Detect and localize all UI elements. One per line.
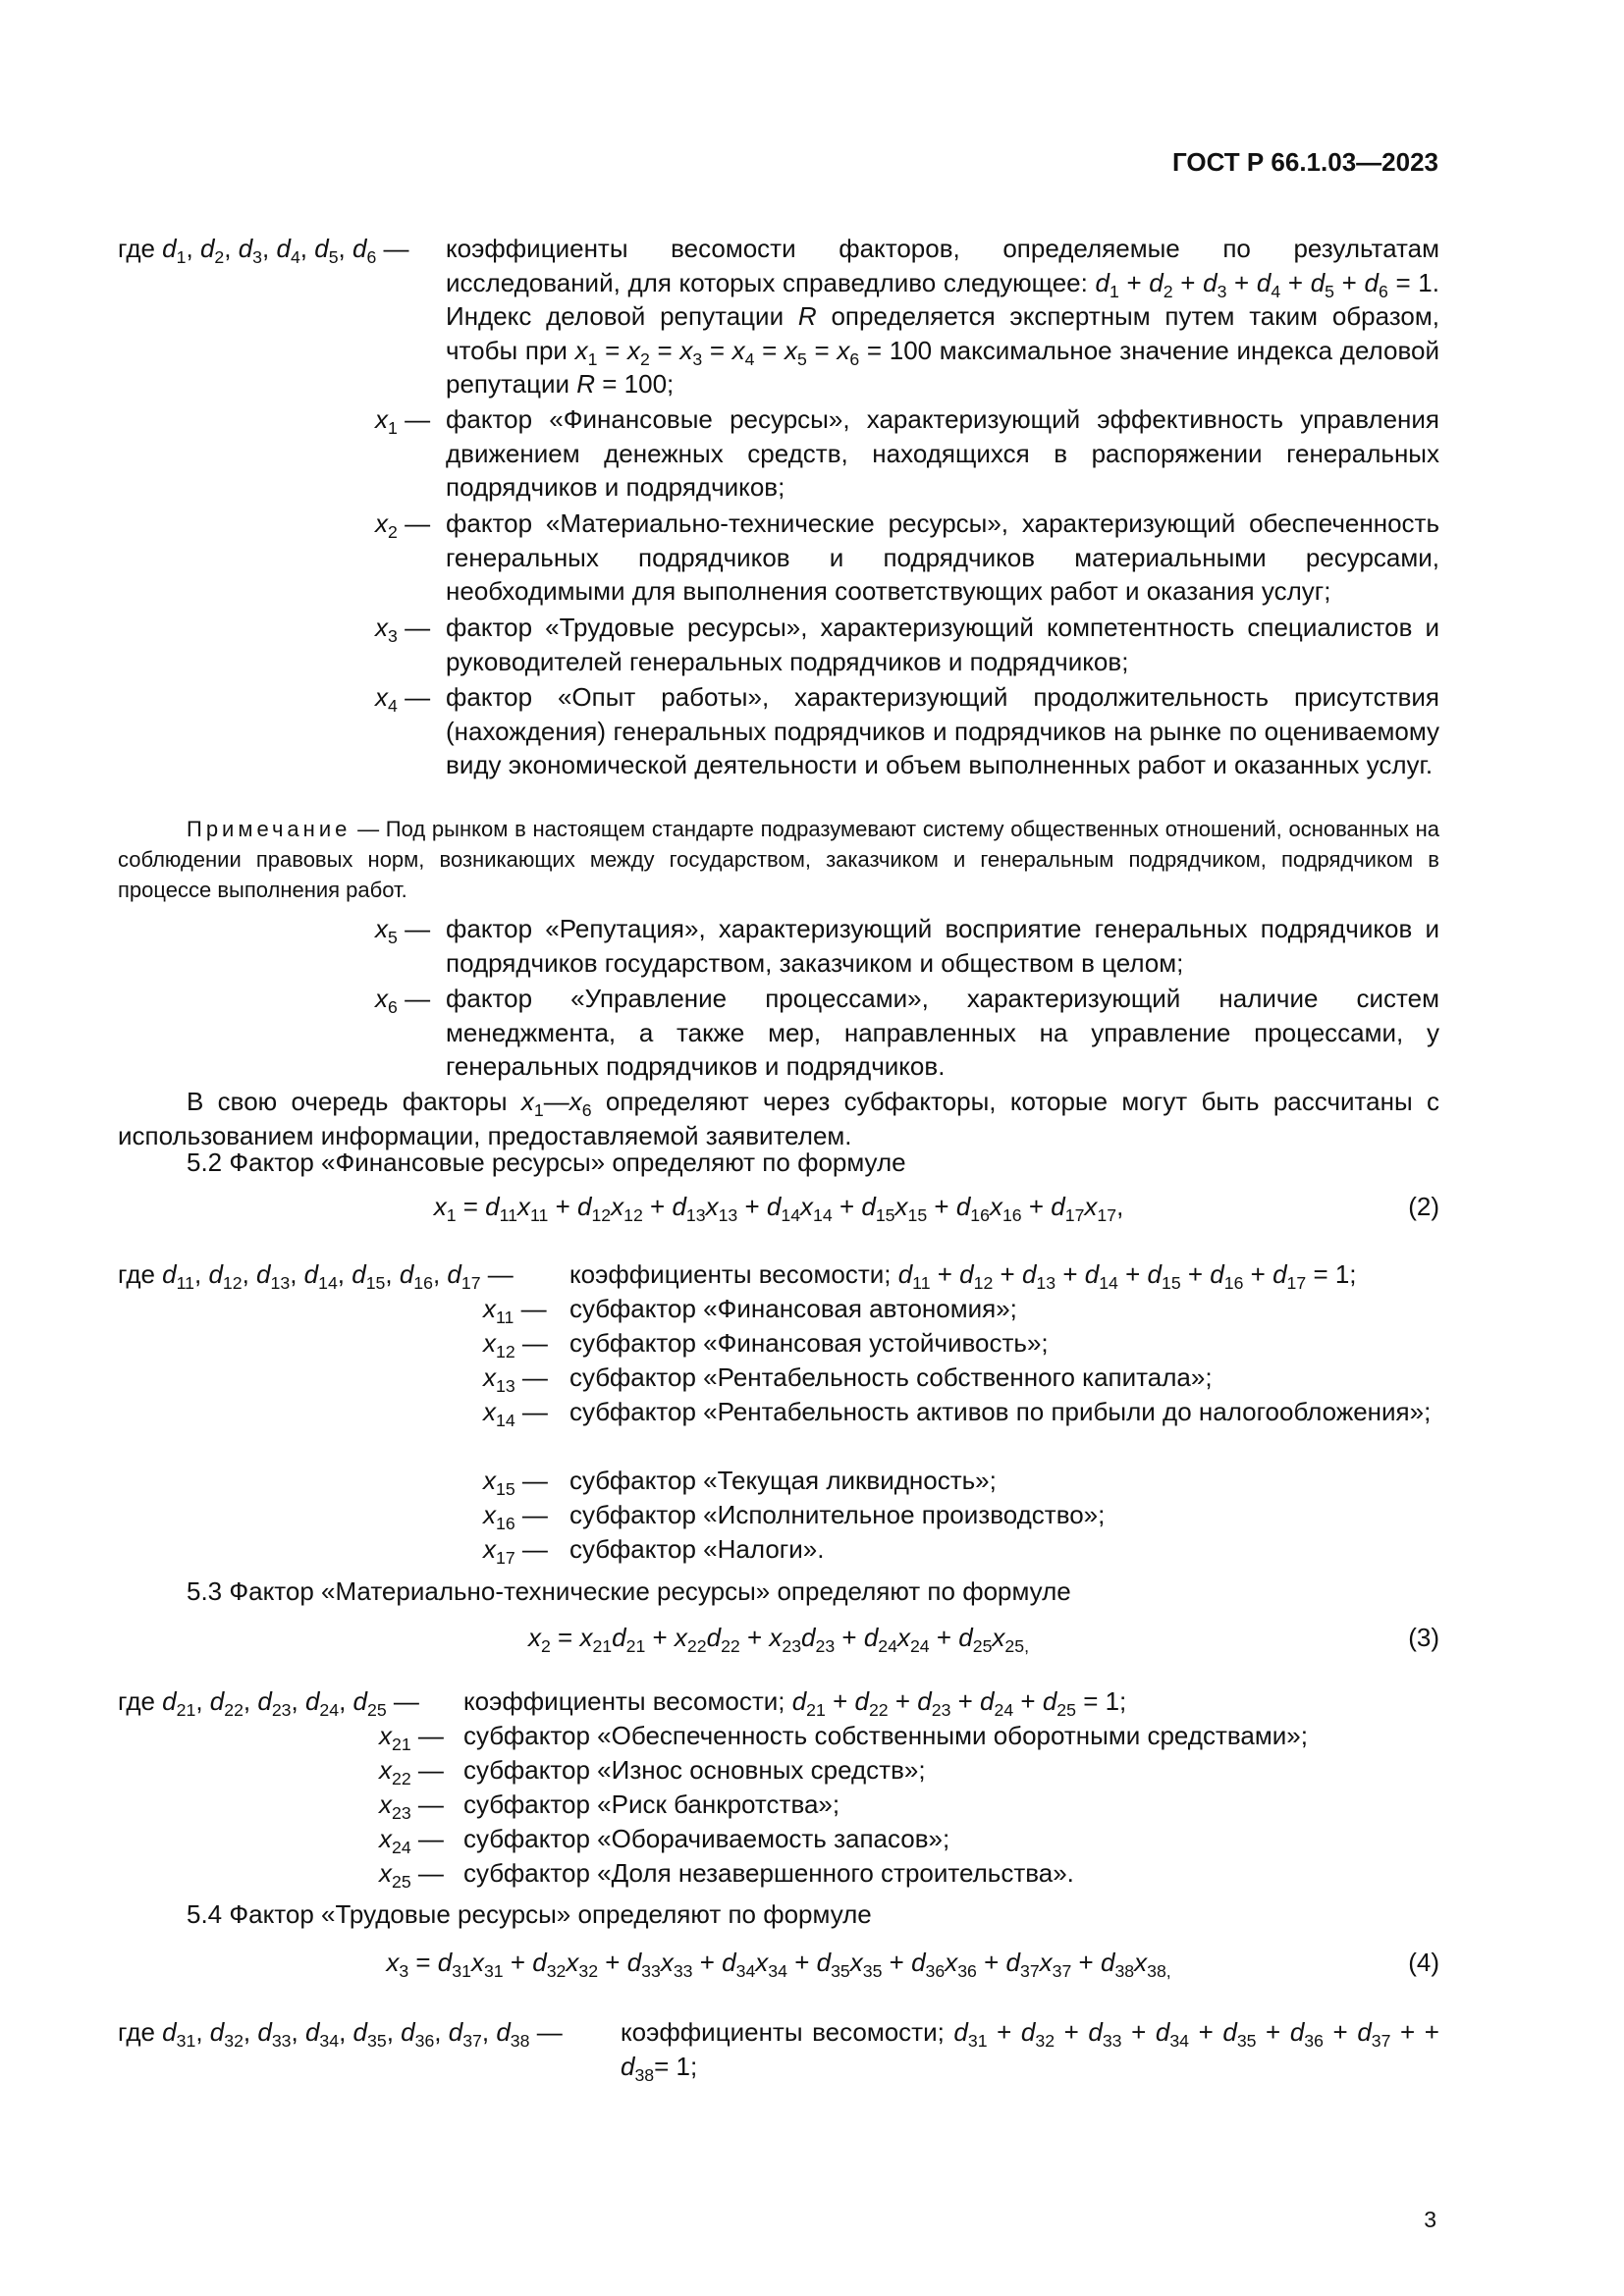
factor-x4 [118, 680, 1439, 782]
item-x11 [118, 1292, 1439, 1326]
item-text: субфактор «Финансовая устойчивость»; [569, 1328, 1049, 1358]
section-5-4-heading: 5.4 Фактор «Трудовые ресурсы» определяют по формуле [187, 1899, 872, 1929]
item-text: субфактор «Финансовая автономия»; [569, 1294, 1017, 1323]
formula-3-number: (3) [1408, 1623, 1439, 1652]
item-label: $x_{15}$ — [483, 1466, 548, 1499]
formula-2 [118, 1190, 1439, 1229]
item-text: субфактор «Рентабельность собственного капитала»; [569, 1362, 1213, 1392]
item-x25 [118, 1856, 1439, 1891]
item-label: $x_{16}$ — [483, 1500, 548, 1533]
formula-3 [118, 1621, 1439, 1660]
factor-label: $x_6$ — [375, 984, 431, 1017]
where-label: где $d_{11}$, $d_{12}$, $d_{13}$, $d_{14}$, $d_{15}$, $d_{16}$, $d_{17}$ — [118, 1259, 514, 1293]
definition-d1-d6 [118, 232, 1439, 401]
item-label: $x_{22}$ — [379, 1755, 444, 1789]
factor-label: $x_1$ — [375, 404, 431, 438]
where-text: коэффициенты весомости; $d_{21} + d_{22} + d_{23} + d_{24} + d_{25} = 1$; [463, 1686, 1127, 1720]
item-text: субфактор «Доля незавершенного строительства». [463, 1858, 1074, 1888]
factor-x6 [118, 982, 1439, 1084]
where-label: где $d_{21}$, $d_{22}$, $d_{23}$, $d_{24}$, $d_{25}$ — [118, 1686, 419, 1720]
formula-2-number: (2) [1408, 1192, 1439, 1221]
item-label: $x_{21}$ — [379, 1721, 444, 1754]
where-text: коэффициенты весомости; $d_{11} + d_{12} + d_{13} + d_{14} + d_{15} + d_{16} + d_{17} = 1$; [569, 1259, 1357, 1293]
item-text: субфактор «Исполнительное производство»; [569, 1500, 1106, 1529]
factor-text: фактор «Опыт работы», характеризующий продолжительность присутствия (нахождения) генеральных подрядчиков и подрядчиков на рынке по оцениваемому виду экономической деятельности и объем выполненных работ и оказанных услуг. [446, 682, 1439, 779]
item-label: $x_{11}$ — [483, 1294, 547, 1327]
factor-label: $x_3$ — [375, 613, 431, 646]
subfactors-paragraph: В свою очередь факторы $x_1—x_6$ определяют через субфакторы, которые могут быть рассчитаны с использованием информации, предоставляемой заявителем. [118, 1087, 1439, 1150]
item-text: субфактор «Риск банкротства»; [463, 1789, 840, 1819]
item-text: субфактор «Текущая ликвидность»; [569, 1466, 997, 1495]
factor-text: фактор «Трудовые ресурсы», характеризующий компетентность специалистов и руководителей генеральных подрядчиков и подрядчиков; [446, 613, 1439, 676]
factor-text: фактор «Управление процессами», характеризующий наличие систем менеджмента, а также мер, направленных на управление процессами, у генеральных подрядчиков и подрядчиков. [446, 984, 1439, 1081]
where-label: где $d_{31}$, $d_{32}$, $d_{33}$, $d_{34}$, $d_{35}$, $d_{36}$, $d_{37}$, $d_{38}$ — [118, 2017, 563, 2051]
factor-text: фактор «Материально-технические ресурсы», характеризующий обеспеченность генеральных подрядчиков и подрядчиков материальными ресурсами, необходимыми для выполнения соответствующих работ и оказания услуг; [446, 508, 1439, 606]
factor-label: $x_4$ — [375, 682, 431, 716]
where-d21-d25 [118, 1684, 1439, 1719]
formula-4-expression: $x_3 = d_{31}x_{31} + d_{32}x_{32} + d_{33}x_{33} + d_{34}x_{34} + d_{35}x_{35} + d_{36}x_{36} + d_{37}x_{37} + d_{38}x_{38,}$ [386, 1948, 1171, 1981]
item-x24 [118, 1822, 1439, 1856]
where-text: коэффициенты весомости; $d_{31} + d_{32} + d_{33} + d_{34} + d_{35} + d_{36} + d_{37}$ + + $d_{38}= 1$; [621, 2017, 1439, 2085]
formula-3-expression: $x_2 = x_{21}d_{21} + x_{22}d_{22} + x_{23}d_{23} + d_{24}x_{24} + d_{25}x_{25,}$ [527, 1623, 1029, 1656]
formula-4 [118, 1946, 1439, 1985]
formula-2-expression: $x_1 = d_{11}x_{11} + d_{12}x_{12} + d_{13}x_{13} + d_{14}x_{14} + d_{15}x_{15} + d_{16}x_{16} + d_{17}x_{17}$, [433, 1192, 1124, 1225]
factor-x3 [118, 611, 1439, 678]
factor-text: фактор «Финансовые ресурсы», характеризующий эффективность управления движением денежных средств, находящихся в распоряжении генеральных подрядчиков и подрядчиков; [446, 404, 1439, 502]
item-label: $x_{23}$ — [379, 1789, 444, 1823]
definition-label: где $d_1$, $d_2$, $d_3$, $d_4$, $d_5$, $d_6$ — [118, 234, 409, 267]
item-label: $x_{17}$ — [483, 1534, 548, 1568]
where-d11-d17 [118, 1257, 1439, 1292]
factor-label: $x_5$ — [375, 914, 431, 947]
document-header: ГОСТ Р 66.1.03—2023 [1171, 147, 1438, 177]
note-paragraph [118, 814, 1439, 905]
item-x14 [118, 1395, 1439, 1429]
item-x16 [118, 1498, 1439, 1532]
item-x21 [118, 1719, 1439, 1753]
item-text: субфактор «Рентабельность активов по прибыли до налогообложения»; [569, 1397, 1432, 1426]
item-x12 [118, 1326, 1439, 1361]
definition-text: коэффициенты весомости факторов, определяемые по результатам исследований, для которых справедливо следующее: $d_1 + d_2 + d_3 + d_4 + d_5 + d_6 = 1$. Индекс деловой репутации R определяется экспертным путем таким образом, чтобы при $x_1 = x_2 = x_3 = x_4 = x_5 = x_6 = 100$ максимальное значение индекса деловой репутации R = 100; [446, 234, 1439, 399]
note-text: — Под рынком в настоящем стандарте подразумевают систему общественных отношений, основанных на соблюдении правовых норм, возникающих между государством, заказчиком и генеральным подрядчиком, подрядчиком в процессе выполнения работ. [118, 817, 1439, 902]
item-text: субфактор «Оборачиваемость запасов»; [463, 1824, 950, 1853]
item-text: субфактор «Износ основных средств»; [463, 1755, 926, 1785]
section-5-2-heading: 5.2 Фактор «Финансовые ресурсы» определяют по формуле [187, 1148, 906, 1177]
item-label: $x_{24}$ — [379, 1824, 444, 1857]
item-label: $x_{25}$ — [379, 1858, 444, 1892]
note-label: Примечание [187, 817, 352, 841]
factor-x5 [118, 912, 1439, 980]
item-x17 [118, 1532, 1439, 1567]
page-number: 3 [1424, 2207, 1436, 2232]
factor-text: фактор «Репутация», характеризующий восприятие генеральных подрядчиков и подрядчиков государством, заказчиком и обществом в целом; [446, 914, 1439, 978]
item-label: $x_{14}$ — [483, 1397, 548, 1430]
item-label: $x_{13}$ — [483, 1362, 548, 1396]
factor-label: $x_2$ — [375, 508, 431, 542]
factor-x2 [118, 507, 1439, 609]
item-label: $x_{12}$ — [483, 1328, 548, 1362]
item-x15 [118, 1464, 1439, 1498]
formula-4-number: (4) [1408, 1948, 1439, 1977]
factor-x1 [118, 402, 1439, 505]
where-d31-d38 [118, 2015, 1439, 2083]
item-text: субфактор «Обеспеченность собственными оборотными средствами»; [463, 1721, 1308, 1750]
item-x22 [118, 1753, 1439, 1788]
item-text: субфактор «Налоги». [569, 1534, 825, 1564]
item-x23 [118, 1788, 1439, 1822]
section-5-3-heading: 5.3 Фактор «Материально-технические ресурсы» определяют по формуле [187, 1576, 1071, 1606]
item-x13 [118, 1361, 1439, 1395]
